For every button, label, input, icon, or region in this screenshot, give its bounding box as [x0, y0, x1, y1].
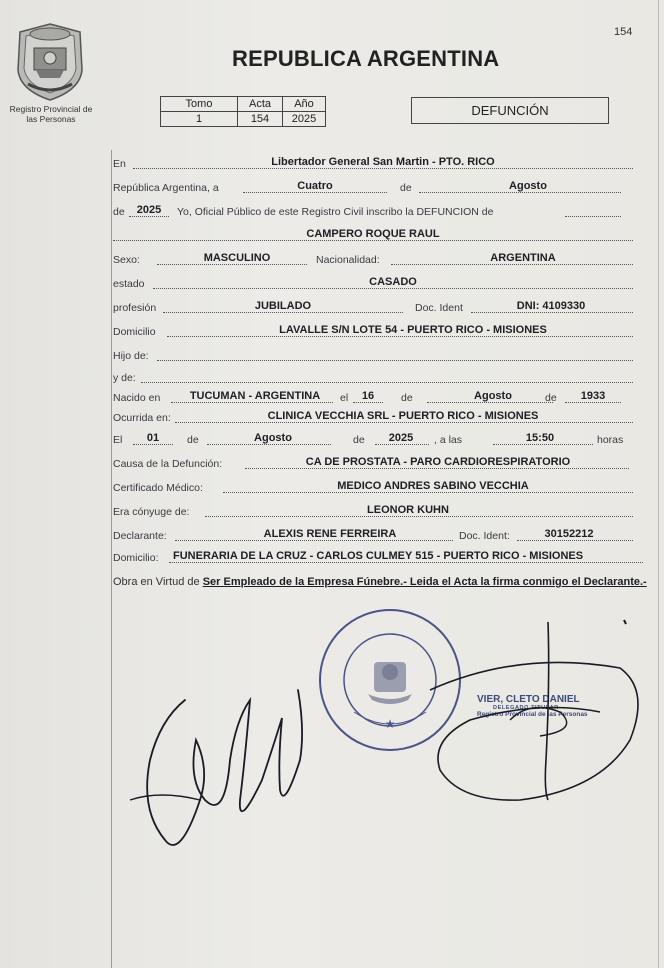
estado-value: CASADO	[369, 276, 417, 288]
causa-value: CA DE PROSTATA - PARO CARDIORESPIRATORIO	[305, 456, 571, 468]
certificado-label: Certificado Médico:	[113, 482, 203, 494]
month-value: Agosto	[509, 180, 547, 192]
death-time: 15:50	[525, 432, 555, 444]
official-role: DELEGADO TITULAR	[493, 705, 559, 711]
doc2-value: 30152212	[544, 528, 594, 540]
day-word: Cuatro	[297, 180, 333, 192]
declarante-value: ALEXIS RENE FERREIRA	[263, 528, 397, 540]
horas-label: horas	[597, 434, 624, 446]
closing-prefix: Obra en Virtud de	[113, 576, 200, 588]
alas-label: , a las	[434, 434, 463, 446]
domicilio2-value: FUNERARIA DE LA CRUZ - CARLOS CULMEY 515 - PUERTO RICO - MISIONES	[173, 550, 584, 562]
acta-value: 154	[238, 112, 283, 127]
act-type-box: DEFUNCIÓN	[411, 97, 609, 124]
anio-value: 2025	[283, 112, 326, 127]
death-year: 2025	[388, 432, 414, 444]
death-day: 01	[146, 432, 160, 444]
doc2-label: Doc. Ident:	[459, 530, 510, 542]
profesion-value: JUBILADO	[254, 300, 312, 312]
doc-label: Doc. Ident	[415, 302, 463, 314]
intro-text: Yo, Oficial Público de este Registro Civil inscribo la DEFUNCION de	[177, 206, 494, 218]
birth-month: Agosto	[474, 390, 512, 402]
conyuge-value: LEONOR KUHN	[367, 504, 449, 516]
el2-label: El	[113, 434, 123, 446]
year-prefix: de	[113, 206, 125, 218]
place-value: Libertador General San Martin - PTO. RICO	[271, 156, 495, 168]
death-month: Agosto	[254, 432, 292, 444]
page-number: 154	[614, 26, 633, 38]
causa-label: Causa de la Defunción:	[113, 458, 223, 470]
ocurrida-label: Ocurrida en:	[113, 412, 171, 424]
tomo-header: Tomo	[161, 97, 238, 112]
yde-label: y de:	[113, 372, 136, 384]
closing-text: Ser Empleado de la Empresa Fúnebre.- Leida el Acta la firma conmigo el Declarante.-	[202, 576, 647, 588]
year-value: 2025	[136, 204, 162, 216]
death-de2: de	[353, 434, 365, 446]
birth-year: 1933	[580, 390, 606, 402]
hijo-label: Hijo de:	[113, 350, 149, 362]
registry-caption: Registro Provincial de las Personas	[9, 104, 93, 124]
acta-header: Acta	[238, 97, 283, 112]
death-de1: de	[187, 434, 199, 446]
domicilio2-label: Domicilio:	[113, 552, 159, 564]
en-label: En	[113, 158, 126, 170]
birth-de2: de	[545, 392, 557, 404]
certificado-value: MEDICO ANDRES SABINO VECCHIA	[337, 480, 529, 492]
profesion-label: profesión	[113, 302, 157, 314]
svg-text:★: ★	[384, 717, 396, 731]
official-office: Registro Provincial de las Personas	[477, 711, 588, 718]
anio-header: Año	[283, 97, 326, 112]
domicilio-label: Domicilio	[113, 326, 156, 338]
declarante-label: Declarante:	[113, 530, 167, 542]
de-label: de	[400, 182, 412, 194]
official-name: VIER, CLETO DANIEL	[477, 694, 580, 705]
doc-value: DNI: 4109330	[516, 300, 586, 312]
sexo-label: Sexo:	[113, 254, 140, 266]
estado-label: estado	[113, 278, 145, 290]
tomo-value: 1	[161, 112, 238, 127]
republica-label: República Argentina, a	[113, 182, 219, 194]
nacido-value: TUCUMAN - ARGENTINA	[189, 390, 321, 402]
nacido-label: Nacido en	[113, 392, 161, 404]
deceased-name: CAMPERO ROQUE RAUL	[306, 228, 440, 240]
birth-de1: de	[401, 392, 413, 404]
nacionalidad-value: ARGENTINA	[490, 252, 556, 264]
conyuge-label: Era cónyuge de:	[113, 506, 190, 518]
ocurrida-value: CLINICA VECCHIA SRL - PUERTO RICO - MISIONES	[267, 410, 539, 422]
nacionalidad-label: Nacionalidad:	[316, 254, 380, 266]
birth-day: 16	[361, 390, 375, 402]
page-title: REPUBLICA ARGENTINA	[232, 46, 500, 71]
domicilio-value: LAVALLE S/N LOTE 54 - PUERTO RICO - MISIONES	[279, 324, 547, 336]
sexo-value: MASCULINO	[203, 252, 271, 264]
el-label: el	[340, 392, 349, 404]
